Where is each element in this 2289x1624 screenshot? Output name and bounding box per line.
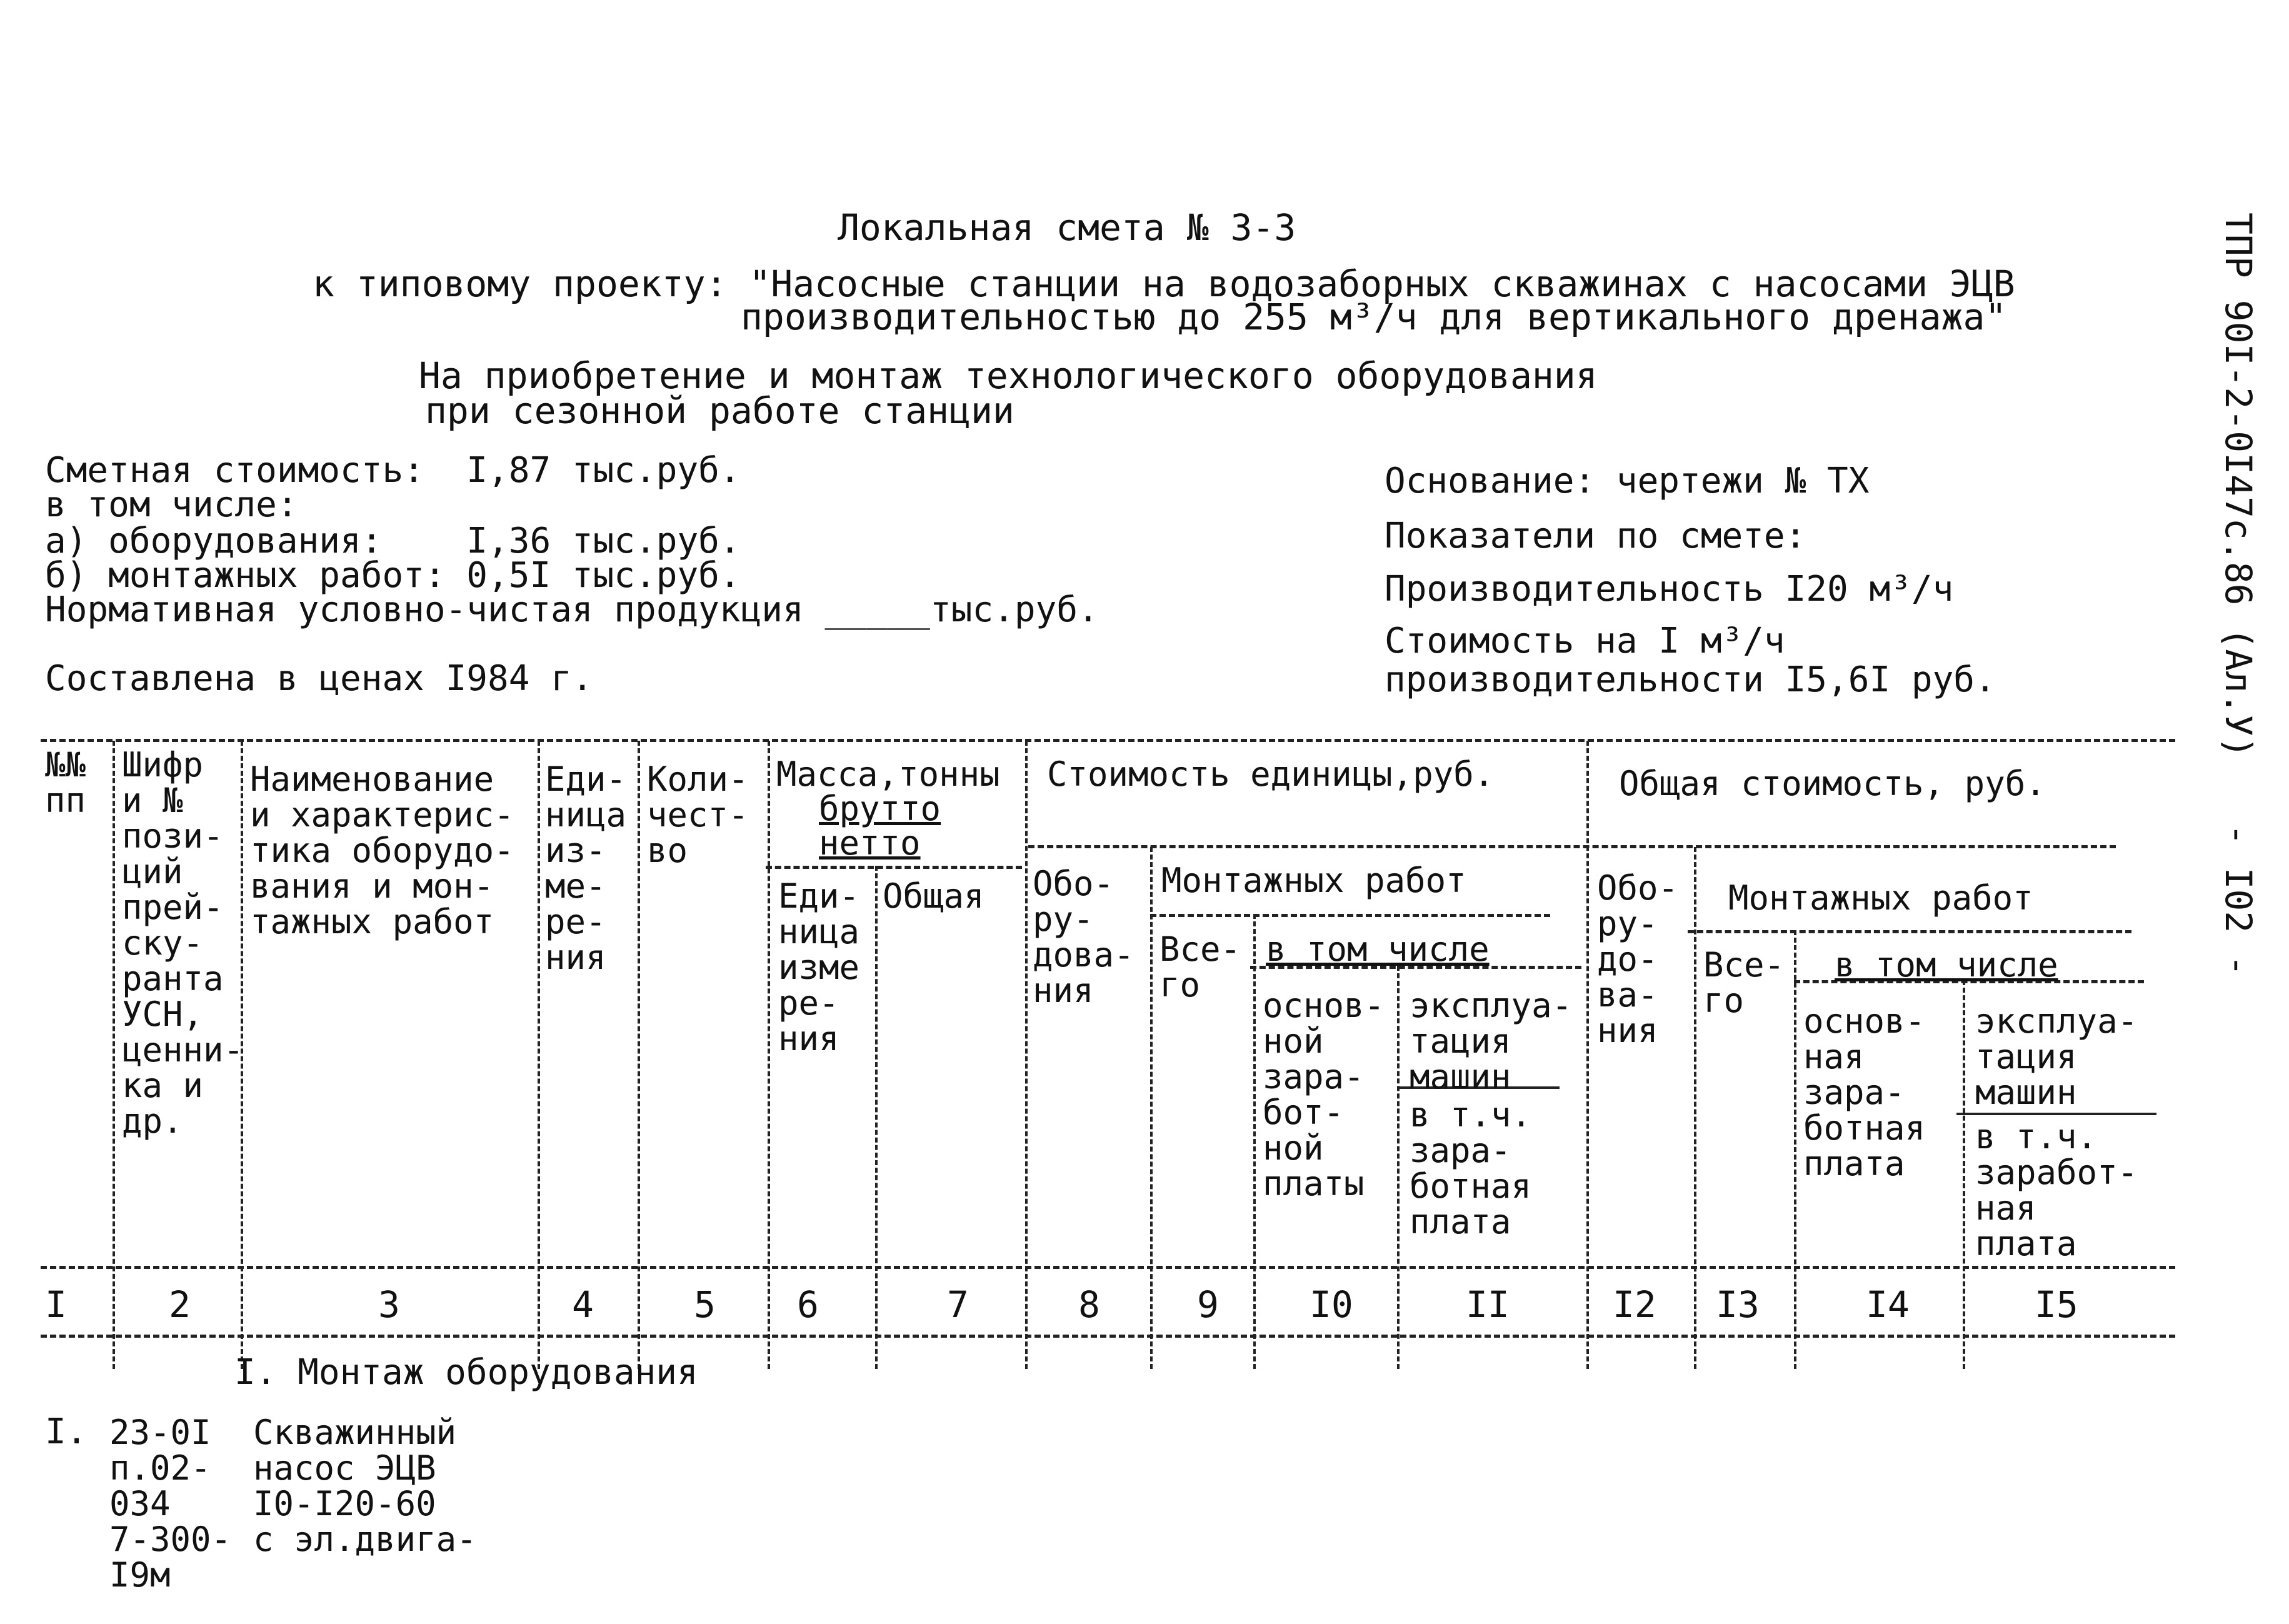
col-number: 7 — [947, 1283, 969, 1326]
col-sep-11 — [1586, 741, 1589, 1369]
header-tc-machines: эксплуа- тация машин — [1975, 1001, 2138, 1112]
col-sep-14 — [1963, 980, 1965, 1369]
col-sep-9 — [1253, 914, 1256, 1369]
header-unit-cost: Стоимость единицы,руб. — [1047, 754, 1495, 794]
rule-mass-split — [766, 866, 1022, 869]
price-base: Составлена в ценах I984 г. — [45, 658, 593, 699]
document-title: Локальная смета № 3-3 — [838, 206, 1296, 249]
table-header-bottom-rule — [41, 1266, 2175, 1269]
col-number: I3 — [1716, 1283, 1760, 1326]
col-sep-8 — [1150, 847, 1153, 1369]
estimated-cost: Сметная стоимость: I,87 тыс.руб. — [45, 450, 741, 491]
header-quantity: Коли- чест- во — [647, 759, 749, 870]
rule-tc-install — [1688, 930, 2131, 933]
subject-line-2: при сезонной работе станции — [425, 389, 1014, 432]
table-top-rule — [41, 739, 2175, 742]
col-number: 4 — [572, 1283, 594, 1326]
basis-drawings: Основание: чертежи № ТХ — [1385, 461, 1870, 501]
header-tc-wage: основ- ная зара- ботная плата — [1803, 1001, 1926, 1183]
row-1-name: Скважинный насос ЭЦВ I0-I20-60 с эл.двига- — [253, 1413, 477, 1559]
basis-unit-cost-1: Стоимость на I м³/ч — [1385, 621, 1785, 661]
col-sep-13 — [1794, 930, 1796, 1369]
col-number: 2 — [169, 1283, 191, 1326]
basis-capacity: Производительность I20 м³/ч — [1385, 569, 1954, 609]
col-sep-12 — [1694, 847, 1696, 1369]
col-sep-6 — [875, 866, 878, 1369]
header-tc-including: в том числе — [1835, 945, 2058, 985]
col-number: I5 — [2035, 1283, 2078, 1326]
subject-line-1: На приобретение и монтаж технологического оборудования — [419, 354, 1598, 397]
header-uc-equipment: Обо- ру- дова- ния — [1033, 864, 1134, 1010]
header-uc-wage: основ- ной зара- бот- ной платы — [1263, 986, 1385, 1203]
header-uc-installation: Монтажных работ — [1161, 861, 1466, 900]
header-tc-machines-wage: в т.ч. заработ- ная плата — [1975, 1117, 2138, 1263]
col-number: 8 — [1078, 1283, 1100, 1326]
header-mass-gross: брутто — [819, 789, 941, 828]
header-uc-machines-wage: в т.ч. зара- ботная плата — [1410, 1095, 1532, 1241]
header-mass: Масса,тонны — [776, 754, 1000, 794]
col-number: II — [1466, 1283, 1510, 1326]
header-mass-net: нетто — [819, 823, 921, 863]
header-tc-installation: Монтажных работ — [1728, 878, 2033, 918]
row-1-number: I. — [45, 1411, 88, 1452]
col-number: 9 — [1197, 1283, 1219, 1326]
header-mass-unit: Еди- ница изме ре- ния — [778, 876, 860, 1058]
col-number: I2 — [1613, 1283, 1656, 1326]
col-sep-10 — [1397, 966, 1400, 1369]
header-uc-including: в том числе — [1266, 930, 1490, 969]
side-document-code: ТПР 90I-2-0I47с.86 (Ал.У) - I02 - — [2217, 213, 2260, 977]
col-number: I — [45, 1283, 67, 1326]
including-label: в том числе: — [45, 484, 298, 525]
col-number: 6 — [797, 1283, 819, 1326]
col-sep-7 — [1025, 741, 1028, 1369]
header-tc-total: Все- го — [1703, 945, 1785, 1020]
rule-tc-mach — [1956, 1113, 2156, 1115]
col-sep-4 — [638, 741, 640, 1369]
rule-uc-install — [1150, 914, 1550, 917]
col-number: I0 — [1310, 1283, 1353, 1326]
rule-cost-groups — [1028, 845, 2116, 848]
header-tc-equipment: Обо- ру- до- ва- ния — [1597, 868, 1679, 1050]
installation-cost: б) монтажных работ: 0,5I тыс.руб. — [45, 555, 741, 596]
header-uc-machines: эксплуа- тация машин — [1410, 986, 1573, 1096]
basis-indicators: Показатели по смете: — [1385, 516, 1806, 556]
col-number: 3 — [378, 1283, 400, 1326]
header-name: Наименование и характерис- тика оборудо- вания и мон- тажных работ — [250, 759, 514, 941]
col-sep-3 — [538, 741, 540, 1369]
header-mass-total: Общая — [883, 876, 984, 916]
project-line-2: производительностью до 255 м³/ч для вертикального дренажа" — [741, 296, 2007, 338]
row-1-code: 23-0I п.02- 034 7-300- I9м — [109, 1413, 232, 1595]
normative-product: Нормативная условно-чистая продукция _____тыс.руб. — [45, 589, 1099, 630]
equipment-cost: а) оборудования: I,36 тыс.руб. — [45, 521, 741, 561]
col-sep-1 — [113, 741, 115, 1369]
project-line-1: к типовому проекту: "Насосные станции на водозаборных скважинах с насосами ЭЦВ — [313, 263, 2015, 305]
col-number: I4 — [1866, 1283, 1910, 1326]
header-code: Шифр и № пози- ций прей- ску- ранта УСН, ценни- ка и др. — [122, 745, 244, 1141]
header-row-number: №№ пп — [45, 745, 86, 820]
header-total-cost: Общая стоимость, руб. — [1619, 764, 2046, 803]
header-uc-total: Все- го — [1160, 930, 1241, 1005]
basis-unit-cost-2: производительности I5,6I руб. — [1385, 659, 1996, 700]
header-unit: Еди- ница из- ме- ре- ния — [545, 759, 627, 977]
col-sep-5 — [768, 741, 770, 1369]
col-number: 5 — [694, 1283, 716, 1326]
section-title: I. Монтаж оборудования — [234, 1352, 698, 1393]
table-numbers-bottom-rule — [41, 1335, 2175, 1338]
